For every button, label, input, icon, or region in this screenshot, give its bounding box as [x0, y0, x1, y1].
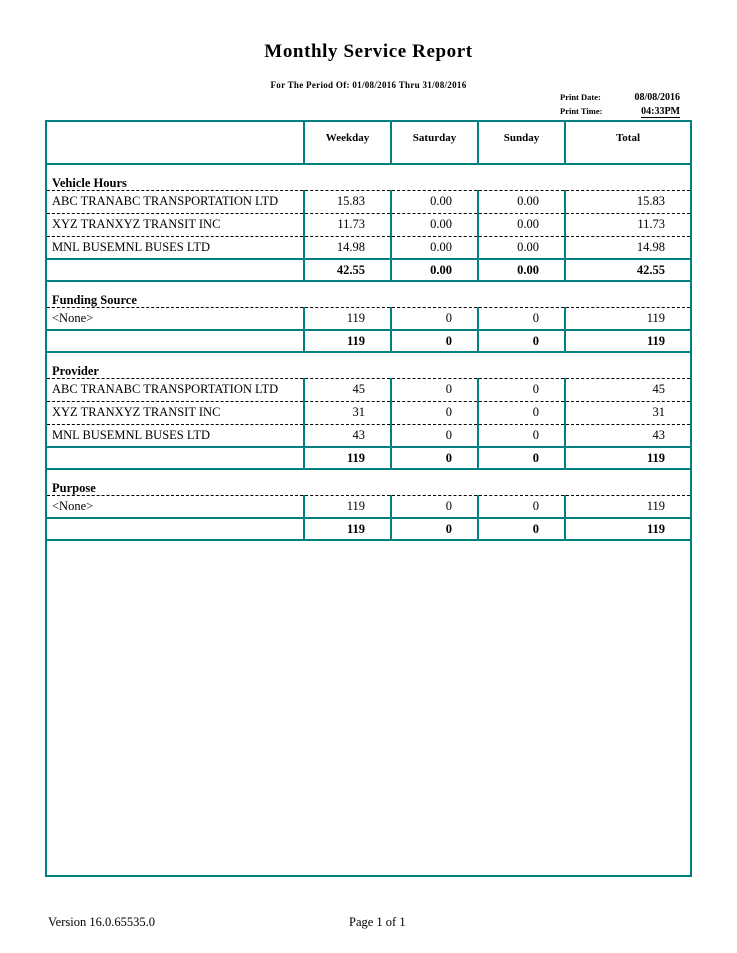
totals-empty-cell: [46, 330, 304, 352]
value-cell: 0.00: [478, 190, 565, 213]
table-row: [46, 378, 691, 401]
print-time-value: 04:33PM: [641, 106, 680, 117]
value-cell: 119: [304, 495, 391, 518]
print-date-row: [560, 92, 680, 103]
table-header-cell-saturday: Saturday: [391, 121, 478, 164]
table-header-cell-weekday: Weekday: [304, 121, 391, 164]
print-info: [560, 92, 680, 121]
value-cell: 43: [304, 424, 391, 447]
totals-value-cell: 119: [304, 447, 391, 469]
totals-value-cell: 0: [391, 330, 478, 352]
section-totals-row: [46, 259, 691, 281]
value-cell: 11.73: [565, 213, 691, 236]
value-cell: 0: [391, 495, 478, 518]
version-label: Version 16.0.65535.0: [48, 915, 155, 929]
value-cell: 119: [304, 307, 391, 330]
row-label: ABC TRANABC TRANSPORTATION LTD: [46, 190, 304, 213]
totals-empty-cell: [46, 259, 304, 281]
section-header-row: [46, 469, 691, 495]
totals-value-cell: 0: [391, 447, 478, 469]
print-time-label: Print Time:: [560, 106, 603, 116]
value-cell: 0.00: [391, 236, 478, 259]
totals-value-cell: 0: [478, 518, 565, 540]
value-cell: 0: [391, 424, 478, 447]
row-label: MNL BUSEMNL BUSES LTD: [46, 424, 304, 447]
totals-value-cell: 119: [565, 447, 691, 469]
table-row: [46, 307, 691, 330]
row-label: <None>: [46, 495, 304, 518]
section-title: Funding Source: [46, 281, 691, 307]
page-title: Monthly Service Report: [264, 41, 473, 62]
table-header-cell-total: Total: [565, 121, 691, 164]
value-cell: 0: [478, 424, 565, 447]
section-totals-row: [46, 447, 691, 469]
section-title: Purpose: [46, 469, 691, 495]
row-label: <None>: [46, 307, 304, 330]
value-cell: 0.00: [478, 213, 565, 236]
value-cell: 0: [391, 307, 478, 330]
value-cell: 15.83: [304, 190, 391, 213]
value-cell: 45: [565, 378, 691, 401]
empty-filler-cell: [46, 540, 691, 876]
value-cell: 11.73: [304, 213, 391, 236]
totals-empty-cell: [46, 518, 304, 540]
row-label: ABC TRANABC TRANSPORTATION LTD: [46, 378, 304, 401]
section-title: Provider: [46, 352, 691, 378]
totals-value-cell: 0: [391, 518, 478, 540]
value-cell: 0: [478, 378, 565, 401]
print-date-value: 08/08/2016: [634, 92, 680, 103]
value-cell: 0: [391, 378, 478, 401]
section-totals-row: [46, 330, 691, 352]
print-time-row: [560, 106, 680, 118]
page-number: Page 1 of 1: [349, 915, 406, 929]
value-cell: 0: [478, 401, 565, 424]
value-cell: 0.00: [391, 213, 478, 236]
table-header-cell-label: [46, 121, 304, 164]
value-cell: 0: [478, 307, 565, 330]
section-header-row: [46, 164, 691, 190]
value-cell: 0: [391, 401, 478, 424]
section-header-row: [46, 281, 691, 307]
row-label: MNL BUSEMNL BUSES LTD: [46, 236, 304, 259]
table-row: [46, 424, 691, 447]
value-cell: 14.98: [565, 236, 691, 259]
print-date-label: Print Date:: [560, 92, 601, 102]
value-cell: 119: [565, 495, 691, 518]
value-cell: 0: [478, 495, 565, 518]
table-header-row: [46, 121, 691, 164]
table-row: [46, 213, 691, 236]
section-title: Vehicle Hours: [46, 164, 691, 190]
totals-empty-cell: [46, 447, 304, 469]
table-row: [46, 236, 691, 259]
value-cell: 45: [304, 378, 391, 401]
row-label: XYZ TRANXYZ TRANSIT INC: [46, 401, 304, 424]
totals-value-cell: 42.55: [304, 259, 391, 281]
totals-value-cell: 119: [304, 518, 391, 540]
table-header-cell-sunday: Sunday: [478, 121, 565, 164]
value-cell: 14.98: [304, 236, 391, 259]
section-totals-row: [46, 518, 691, 540]
totals-value-cell: 0: [478, 447, 565, 469]
value-cell: 43: [565, 424, 691, 447]
totals-value-cell: 119: [565, 518, 691, 540]
totals-value-cell: 0: [478, 330, 565, 352]
value-cell: 119: [565, 307, 691, 330]
value-cell: 31: [565, 401, 691, 424]
row-label: XYZ TRANXYZ TRANSIT INC: [46, 213, 304, 236]
totals-value-cell: 42.55: [565, 259, 691, 281]
totals-value-cell: 119: [304, 330, 391, 352]
service-report-table: [45, 120, 692, 877]
totals-value-cell: 0.00: [391, 259, 478, 281]
value-cell: 15.83: [565, 190, 691, 213]
totals-value-cell: 0.00: [478, 259, 565, 281]
table-row: [46, 401, 691, 424]
value-cell: 0.00: [478, 236, 565, 259]
table-row: [46, 495, 691, 518]
table-row: [46, 190, 691, 213]
empty-filler-row: [46, 540, 691, 876]
report-period: For The Period Of: 01/08/2016 Thru 31/08/2016: [270, 80, 467, 90]
table-body: [46, 164, 691, 876]
totals-value-cell: 119: [565, 330, 691, 352]
section-header-row: [46, 352, 691, 378]
value-cell: 0.00: [391, 190, 478, 213]
value-cell: 31: [304, 401, 391, 424]
